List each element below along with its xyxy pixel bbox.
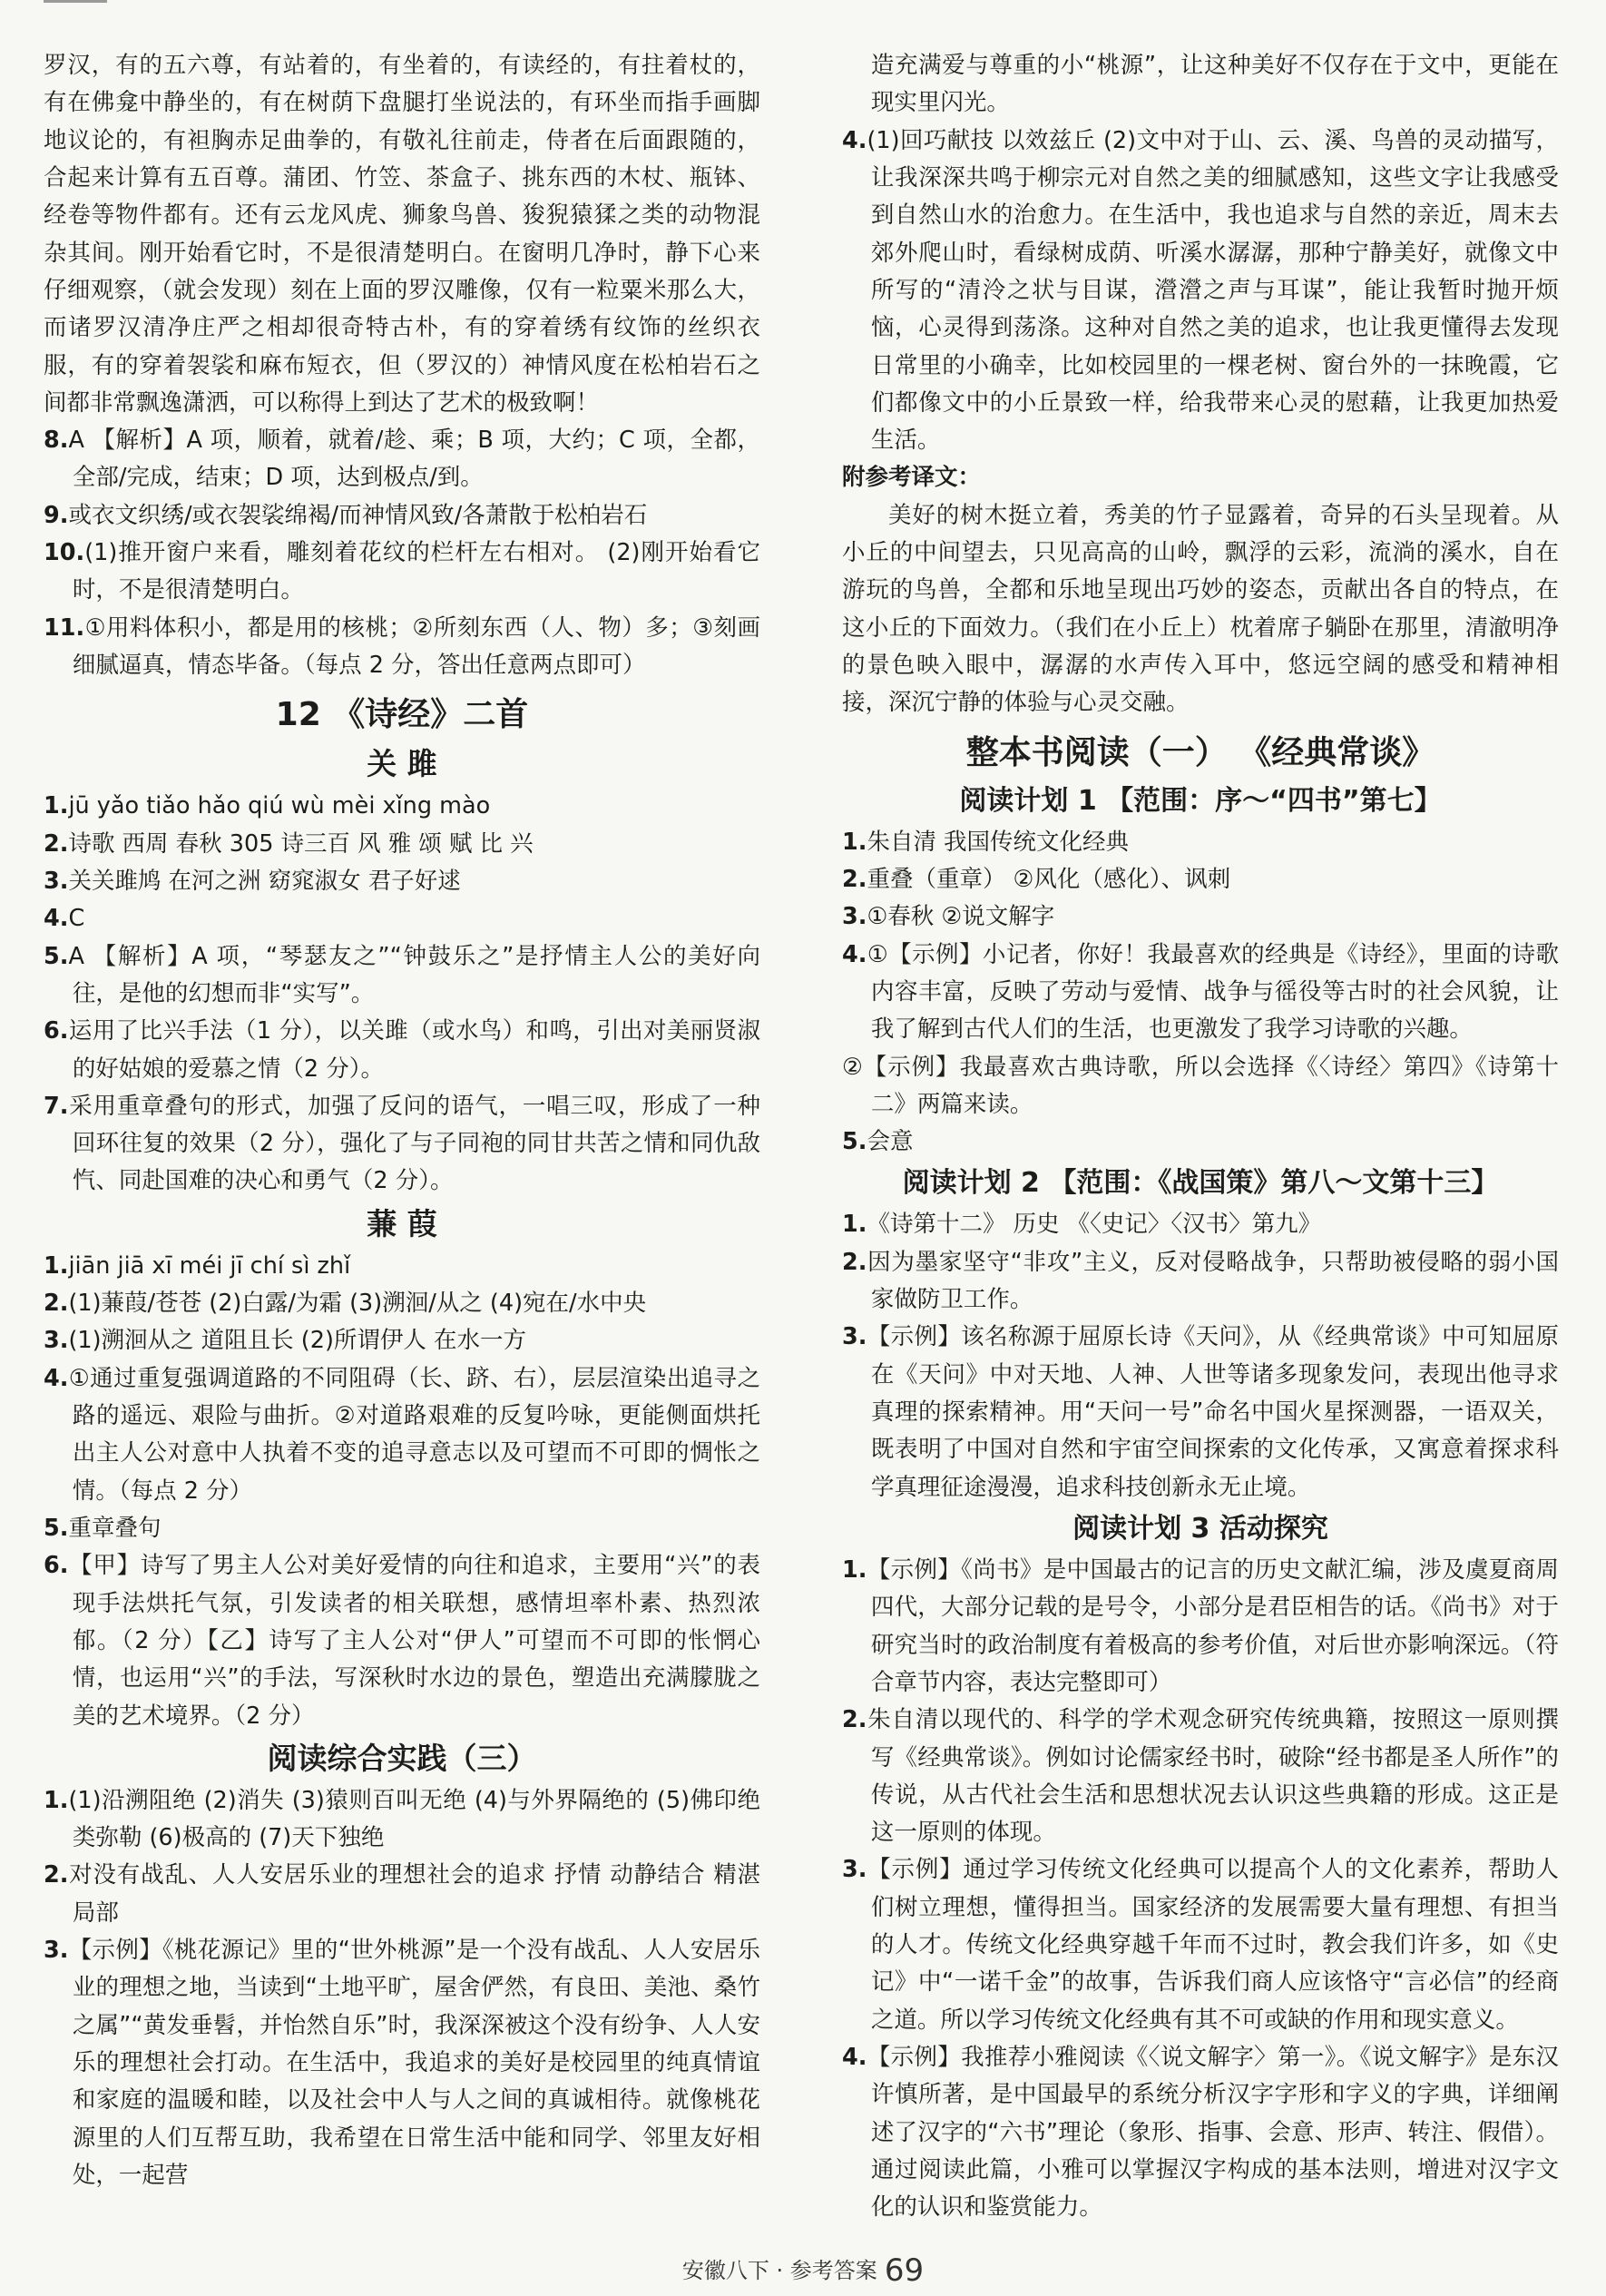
answer-item xyxy=(842,824,1559,861)
answer-text: (1)沿溯阻绝 (2)消失 (3)猿则百叫无绝 (4)与外界隔绝的 (5)佛印绝类弥勒 (6)极高的 (7)天下独绝 xyxy=(68,1786,760,1852)
answer-item xyxy=(44,938,760,1014)
answer-text: A 【解析】A 项，“琴瑟友之”“钟鼓乐之”是抒情主人公的美好向往，是他的幻想而非“实写”。 xyxy=(68,942,760,1007)
answer-item xyxy=(44,900,760,937)
answer-item xyxy=(842,1123,1559,1161)
answer-item xyxy=(842,123,1559,460)
answer-item xyxy=(842,1851,1559,2039)
answer-text: ①春秋 ②说文解字 xyxy=(867,903,1055,931)
answer-number: 1. xyxy=(44,1251,69,1280)
answer-number: 1. xyxy=(842,828,867,856)
answer-item xyxy=(44,1013,760,1088)
answer-text: A 【解析】A 项，顺着，就着/趁、乘；B 项，大约；C 项，全都，全部/完成，结束；D 项，达到极点/到。 xyxy=(68,427,760,492)
answer-item xyxy=(44,610,760,685)
answer-number: 4. xyxy=(842,2044,867,2071)
answer-text: jiān jiā xī méi jī chí sì zhǐ xyxy=(68,1251,351,1280)
answer-item xyxy=(842,1244,1559,1320)
answer-number: 2. xyxy=(44,829,69,858)
answer-text: 【示例】《尚书》是中国最古的记言的历史文献汇编，涉及虞夏商周四代，大部分记载的是号令，小部分是君臣相告的话。《尚书》对于研究当时的政治制度有着极高的参考价值，对后世亦影响深远。（符合章节内容，表达完整即可） xyxy=(867,1555,1559,1696)
answer-item xyxy=(842,1206,1559,1243)
intro-translation: 罗汉，有的五六尊，有站着的，有坐着的，有读经的，有拄着杖的，有在佛龛中静坐的，有在树荫下盘腿打坐说法的，有环坐而指手画脚地议论的，有袒胸赤足曲拳的，有敬礼往前走，侍者在后面跟随的，合起来计算有五百尊。蒲团、竹笠、茶盒子、挑东西的木杖、瓶钵、经卷等物件都有。还有云龙风虎、狮象鸟兽、狻猊猿猱之类的动物混杂其间。刚开始看它时，不是很清楚明白。在窗明几净时，静下心来仔细观察，（就会发现）刻在上面的罗汉雕像，仅有一粒粟米那么大，而诸罗汉清净庄严之相却很奇特古朴，有的穿着绣有纹饰的丝织衣服，有的穿着袈裟和麻布短衣，但（罗汉的）神情风度在松柏岩石之间都非常飘逸潇洒，可以称得上到达了艺术的极致啊！ xyxy=(44,52,760,417)
answer-number: 3. xyxy=(842,1323,867,1351)
answer-number: 5. xyxy=(842,1128,867,1156)
ref-translation-heading: 附参考译文： xyxy=(842,464,982,492)
answer-item xyxy=(44,1782,760,1858)
section12-title: 12 《诗经》二首 xyxy=(275,696,529,734)
answer-item xyxy=(842,1702,1559,1851)
answer-text: 诗歌 西周 春秋 305 诗三百 风 雅 颂 赋 比 兴 xyxy=(68,829,534,858)
answer-text: 重叠（重章） ②风化（感化）、讽刺 xyxy=(867,865,1231,893)
answer-text: (1)蒹葭/苍苍 (2)白露/为霜 (3)溯洄/从之 (4)宛在/水中央 xyxy=(68,1290,647,1318)
plan3-list xyxy=(842,1552,1559,2227)
answer-text: 【示例】《桃花源记》里的“世外桃源”是一个没有战乱、人人安居乐业的理想之地，当读到“土地平旷，屋舍俨然，有良田、美池、桑竹之属”“黄发垂髫，并怡然自乐”时，我深深被这个没有纷争、人人安乐的理想社会打动。在生活中，我追求的美好是校园里的纯真情谊和家庭的温暖和睦，以及社会中人与人之间的真诚相待。就像桃花源里的人们互帮互助，我希望在日常生活中能和同学、邻里友好相处，一起营 xyxy=(68,1937,760,2189)
answer-number: 4. xyxy=(842,940,867,968)
right-column xyxy=(842,47,1559,2227)
answer-item xyxy=(44,1547,760,1735)
answer-number: 1. xyxy=(44,792,69,820)
plan1-title: 阅读计划 1 【范围：序～“四书”第七】 xyxy=(959,784,1442,817)
answer-text: 运用了比兴手法（1 分），以关雎（或水鸟）和鸣，引出对美丽贤淑的好姑娘的爱慕之情（2 分）。 xyxy=(68,1017,760,1083)
answer-item xyxy=(842,1552,1559,1702)
answer-number: 4. xyxy=(842,126,867,154)
answer-number: 3. xyxy=(44,867,69,895)
guanju-list xyxy=(44,788,760,1200)
answer-number: 1. xyxy=(44,1786,69,1814)
answer-number: 8. xyxy=(44,427,69,455)
answer-item xyxy=(842,2039,1559,2227)
jianjia-title: 蒹 葭 xyxy=(367,1205,437,1241)
answers-top xyxy=(44,422,760,684)
answer-number: 9. xyxy=(44,501,69,529)
practice-title: 阅读综合实践（三） xyxy=(267,1740,537,1776)
answer-item xyxy=(44,1322,760,1359)
answer-item xyxy=(44,422,760,497)
answer-text: 【示例】通过学习传统文化经典可以提高个人的文化素养，帮助人们树立理想，懂得担当。国家经济的发展需要大量有理想、有担当的人才。传统文化经典穿越千年而不过时，教会我们许多，如《史记》中“一诺千金”的故事，告诉我们商人应该恪守“言必信”的经商之道。所以学习传统文化经典有其不可或缺的作用和现实意义。 xyxy=(867,1856,1559,2034)
answer-text: (1)推开窗户来看，雕刻着花纹的栏杆左右相对。 (2)刚开始看它时，不是很清楚明白。 xyxy=(72,539,760,604)
answer-text: 采用重章叠句的形式，加强了反问的语气，一唱三叹，形成了一种回环往复的效果（2 分），强化了与子同袍的同甘共苦之情和同仇敌忾、同赴国难的决心和勇气（2 分）。 xyxy=(68,1092,760,1195)
plan2-list xyxy=(842,1206,1559,1506)
answer-item xyxy=(842,861,1559,898)
answer-item xyxy=(44,1932,760,2194)
ref-translation-text: 美好的树木挺立着，秀美的竹子显露着，奇异的石头呈现着。从小丘的中间望去，只见高高的山岭，飘浮的云彩，流淌的溪水，自在游玩的鸟兽，全都和乐地呈现出巧妙的姿态，贡献出各自的特点，在这小丘的下面效力。（我们在小丘上）枕着席子躺卧在那里，清澈明净的景色映入眼中，潺潺的水声传入耳中，悠远空阔的感受和精神相接，深沉宁静的体验与心灵交融。 xyxy=(842,501,1559,717)
answer-text: (1)回巧献技 以效兹丘 (2)文中对于山、云、溪、鸟兽的灵动描写，让我深深共鸣于柳宗元对自然之美的细腻感知，这些文字让我感受到自然山水的治愈力。在生活中，我也追求与自然的亲近，周末去郊外爬山时，看绿树成荫、听溪水潺潺，那种宁静美好，就像文中所写的“清泠之状与目谋，瀯瀯之声与耳谋”，能让我暂时抛开烦恼，心灵得到荡涤。这种对自然之美的追求，也让我更懂得去发现日常里的小确幸，比如校园里的一棵老树、窗台外的一抹晚霞，它们都像文中的小丘景致一样，给我带来心灵的慰藉，让我更加热爱生活。 xyxy=(867,126,1559,455)
answer-item xyxy=(44,826,760,863)
answer-item xyxy=(44,1360,760,1510)
answer-text: 对没有战乱、人人安居乐业的理想社会的追求 抒情 动静结合 精湛 局部 xyxy=(68,1861,760,1927)
answer-number: 10. xyxy=(44,539,85,567)
answer-text: 【示例】我推荐小雅阅读《〈说文解字〉第一》。《说文解字》是东汉许慎所著，是中国最早的系统分析汉字字形和字义的字典，详细阐述了汉字的“六书”理论（象形、指事、会意、形声、转注、假借）。通过阅读此篇，小雅可以掌握汉字构成的基本法则，增进对汉字文化的认识和鉴赏能力。 xyxy=(867,2044,1559,2222)
answer-text: 或衣文织绣/或衣袈裟绵褐/而神情风致/各萧散于松柏岩石 xyxy=(68,501,648,529)
answer-item xyxy=(44,1285,760,1322)
answer-item xyxy=(44,535,760,610)
answer-text: 朱自清以现代的、科学的学术观念研究传统典籍，按照这一原则撰写《经典常谈》。例如讨论儒家经书时，破除“经书都是圣人所作”的传说，从古代社会生活和思想状况去认识这些典籍的形成。这正是这一原则的体现。 xyxy=(867,1706,1559,1847)
answer-number: 1. xyxy=(842,1555,867,1584)
answer-item xyxy=(842,1319,1559,1506)
answer-number: 11. xyxy=(44,613,85,642)
plan2-title: 阅读计划 2 【范围：《战国策》第八～文第十三】 xyxy=(902,1167,1499,1200)
answer-text: ①用料体积小，都是用的核桃；②所刻东西（人、物）多；③刻画细腻逼真，情态毕备。（每点 2 分，答出任意两点即可） xyxy=(72,613,760,679)
answer-number: 6. xyxy=(44,1017,69,1045)
answer-item xyxy=(44,1248,760,1285)
answer-number: 1. xyxy=(842,1211,867,1239)
answer-item xyxy=(44,863,760,900)
answer-number: 2. xyxy=(44,1861,69,1889)
answer-text: 因为墨家坚守“非攻”主义，反对侵略战争，只帮助被侵略的弱小国家做防卫工作。 xyxy=(867,1248,1559,1314)
answer-item xyxy=(44,1510,760,1547)
top-rule xyxy=(44,0,107,3)
answer-number: 3. xyxy=(842,903,867,931)
answer-number: 5. xyxy=(44,942,69,970)
answer-text: (1)溯洄从之 道阻且长 (2)所谓伊人 在水一方 xyxy=(68,1327,526,1355)
answer-number: 2. xyxy=(842,1248,867,1276)
answer-item xyxy=(44,1088,760,1201)
practice-list xyxy=(44,1782,760,2194)
answer-number: 4. xyxy=(44,905,69,933)
answer-text: 重章叠句 xyxy=(68,1514,162,1542)
answer-number: 2. xyxy=(842,865,867,893)
answer-item xyxy=(44,1857,760,1932)
answer-text: 会意 xyxy=(867,1128,914,1156)
answer-text: jū yǎo tiǎo hǎo qiú wù mèi xǐng mào xyxy=(68,792,491,820)
answer-number: 2. xyxy=(842,1706,867,1734)
answer-item xyxy=(842,937,1559,1049)
plan3-title: 阅读计划 3 活动探究 xyxy=(1072,1512,1328,1545)
answer-text: ①通过重复强调道路的不同阻碍（长、跻、右），层层渲染出追寻之路的遥远、艰险与曲折。②对道路艰难的反复吟咏，更能侧面烘托出主人公对意中人执着不变的追寻意志以及可望而不可即的惆怅之情。（每点 2 分） xyxy=(68,1364,760,1505)
answer-number: 7. xyxy=(44,1092,69,1120)
guanju-title: 关 雎 xyxy=(367,746,437,782)
page-footer xyxy=(0,2252,1606,2289)
answer-text: 【示例】该名称源于屈原长诗《天问》，从《经典常谈》中可知屈原在《天问》中对天地、人神、人世等诸多现象发问，表现出他寻求真理的探索精神。用“天问一号”命名中国火星探测器，一语双关，既表明了中国对自然和宇宙空间探索的文化传承，又寓意着探求科学真理征途漫漫，追求科技创新永无止境。 xyxy=(867,1323,1559,1501)
footer-label: 安徽八下 · 参考答案 xyxy=(681,2258,877,2283)
left-column xyxy=(44,47,760,2194)
continue-text: 造充满爱与尊重的小“桃源”，让这种美好不仅存在于文中，更能在现实里闪光。 xyxy=(870,52,1559,117)
page-number: 69 xyxy=(884,2252,925,2289)
answer-text: ①【示例】小记者，你好！我最喜欢的经典是《诗经》，里面的诗歌内容丰富，反映了劳动与爱情、战争与徭役等古时的社会风貌，让我了解到古代人们的生活，也更激发了我学习诗歌的兴趣。 xyxy=(867,940,1559,1044)
book-reading-title: 整本书阅读（一） 《经典常谈》 xyxy=(965,733,1435,771)
answer-item xyxy=(842,898,1559,936)
answer-number: 3. xyxy=(842,1856,867,1884)
answer-number: 4. xyxy=(44,1364,69,1392)
answer-item xyxy=(44,497,760,535)
jianjia-list xyxy=(44,1248,760,1735)
answer-item xyxy=(44,788,760,825)
answer-item xyxy=(842,1049,1559,1124)
answer-text: 《诗第十二》 历史 《〈史记〉〈汉书〉第九》 xyxy=(867,1211,1322,1239)
answer-text: ②【示例】我最喜欢古典诗歌，所以会选择《〈诗经〉第四》《诗第十二》两篇来读。 xyxy=(842,1053,1559,1118)
answer-number: 5. xyxy=(44,1514,69,1542)
answer-text: 朱自清 我国传统文化经典 xyxy=(867,828,1130,856)
answer-text: 关关雎鸠 在河之洲 窈窕淑女 君子好逑 xyxy=(68,867,461,895)
answer-text: 【甲】诗写了男主人公对美好爱情的向往和追求，主要用“兴”的表现手法烘托气氛，引发读者的相关联想，感情坦率朴素、热烈浓郁。（2 分）【乙】诗写了主人公对“伊人”可望而不可即的怅惘心情，也运用“兴”的手法，写深秋时水边的景色，塑造出充满朦胧之美的艺术境界。（2 分） xyxy=(68,1552,760,1730)
answer-number: 3. xyxy=(44,1937,69,1965)
answer-text: C xyxy=(68,905,85,933)
plan1-list xyxy=(842,824,1559,1162)
answer-number: 3. xyxy=(44,1327,69,1355)
answer-number: 2. xyxy=(44,1290,69,1318)
answer-number: 6. xyxy=(44,1552,69,1580)
